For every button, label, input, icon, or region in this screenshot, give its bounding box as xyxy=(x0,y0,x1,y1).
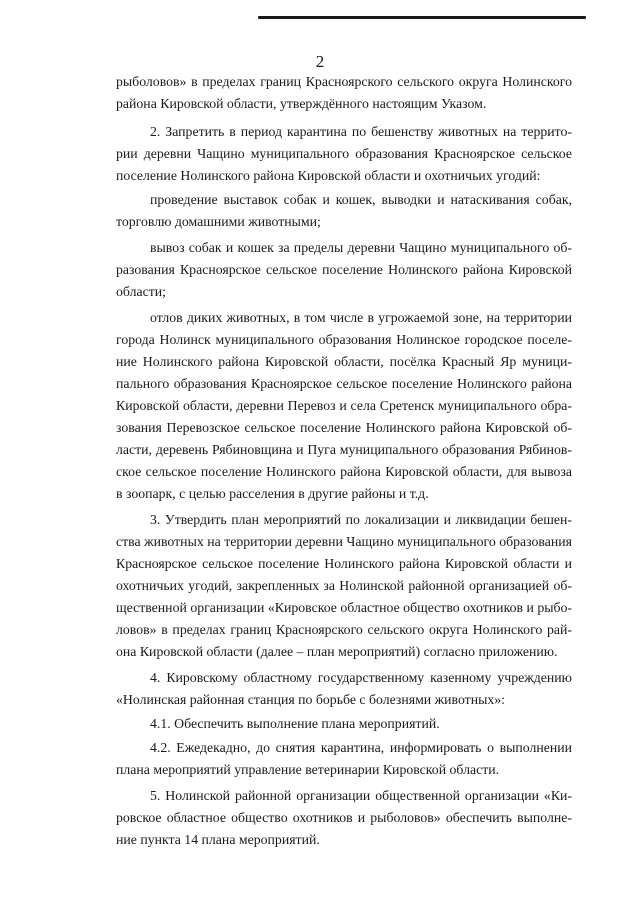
text-line: 4. Кировскому областному государственному казенному учреждению xyxy=(150,670,572,685)
text-line: «Нолинская районная станция по борьбе с болезнями животных»: xyxy=(116,692,505,707)
text-line: ровское областное общество охотников и рыболовов» обеспечить выполне- xyxy=(116,810,572,825)
text-line: отлов диких животных, в том числе в угрожаемой зоне, на территории xyxy=(150,310,572,325)
text-line: 3. Утвердить план мероприятий по локализации и ликвидации бешен- xyxy=(150,512,572,527)
text-line: ние пункта 14 плана мероприятий. xyxy=(116,832,320,847)
text-line: ласти, деревень Рябиновщина и Пуга муниципального образования Рябинов- xyxy=(116,442,572,457)
text-line: ства животных на территории деревни Чащино муниципального образования xyxy=(116,534,572,549)
text-line: рыболовов» в пределах границ Красноярского сельского округа Нолинского xyxy=(116,74,572,89)
text-line: проведение выставок собак и кошек, выводки и натаскивания собак, xyxy=(150,192,572,207)
text-line: охотничьих угодий, закрепленных за Нолинской районной организацией об- xyxy=(116,578,572,593)
text-line: Красноярское сельское поселение Нолинского района Кировской области и xyxy=(116,556,572,571)
text-line: ское сельское поселение Нолинского района Кировской области, для вывоза xyxy=(116,464,572,479)
text-line: 4.2. Ежедекадно, до снятия карантина, информировать о выполнении xyxy=(150,740,572,755)
text-line: в зоопарк, с целью расселения в другие районы и т.д. xyxy=(116,486,429,501)
text-line: щественной организации «Кировское областное общество охотников и рыбо- xyxy=(116,600,572,615)
text-line: зования Перевозское сельское поселение Нолинского района Кировской об- xyxy=(116,420,572,435)
text-line: 5. Нолинской районной организации общественной организации «Ки- xyxy=(150,788,572,803)
text-line: области; xyxy=(116,284,166,299)
text-line: 4.1. Обеспечить выполнение плана мероприятий. xyxy=(150,716,440,731)
text-line: она Кировской области (далее – план мероприятий) согласно приложению. xyxy=(116,644,558,659)
text-line: ловов» в пределах границ Красноярского сельского округа Нолинского рай- xyxy=(116,622,572,637)
text-line: Кировской области, деревни Перевоз и села Сретенск муниципального обра- xyxy=(116,398,572,413)
text-line: поселение Нолинского района Кировской области и охотничьих угодий: xyxy=(116,168,541,183)
text-line: рии деревни Чащино муниципального образования Красноярское сельское xyxy=(116,146,572,161)
page-number: 2 xyxy=(315,52,325,71)
text-line: разования Красноярское сельское поселение Нолинского района Кировской xyxy=(116,262,572,277)
header-rule xyxy=(258,16,586,19)
text-line: вывоз собак и кошек за пределы деревни Чащино муниципального об- xyxy=(150,240,572,255)
text-line: района Кировской области, утверждённого настоящим Указом. xyxy=(116,96,487,111)
text-line: ние Нолинского района Кировской области, посёлка Красный Яр муници- xyxy=(116,354,572,369)
text-line: плана мероприятий управление ветеринарии Кировской области. xyxy=(116,762,500,777)
text-line: города Нолинск муниципального образования Нолинское городское поселе- xyxy=(116,332,572,347)
text-line: 2. Запретить в период карантина по бешенству животных на террито- xyxy=(150,124,572,139)
text-line: торговлю домашними животными; xyxy=(116,214,321,229)
text-line: пального образования Красноярское сельское поселение Нолинского района xyxy=(116,376,572,391)
